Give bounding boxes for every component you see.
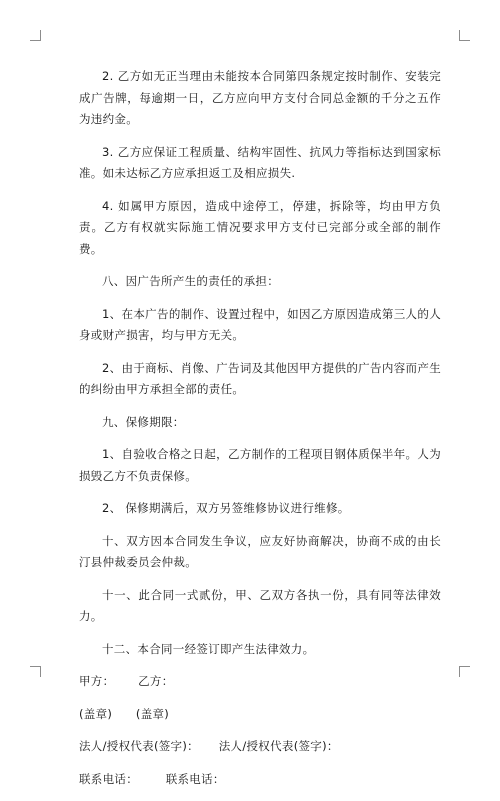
clause-quality-standard: 3. 乙方应保证工程质量、结构牢固性、抗风力等指标达到国家标准。如未达标乙方应承担返工及相应损失. xyxy=(79,144,441,180)
signature-parties: 甲方： 乙方： xyxy=(79,674,174,688)
crop-mark-top-right xyxy=(459,30,470,41)
section-heading-liability: 八、因广告所产生的责任的承担： xyxy=(102,274,279,288)
section-heading-warranty: 九、保修期限： xyxy=(102,414,185,429)
clause-delay-penalty: 2. 乙方如无正当理由未能按本合同第四条规定按时制作、安装完成广告牌，每逾期一日，乙方应向甲方支付合同总金额的千分之五作为违约金。 xyxy=(79,69,441,126)
clause-party-a-stoppage: 4. 如属甲方原因，造成中途停工，停建，拆除等，均由甲方负责。乙方有权就实际施工情况要求甲方支付已完部分或全部的制作费。 xyxy=(79,198,441,256)
section-effectiveness: 十二、本合同一经签订即产生法律效力。 xyxy=(102,641,315,656)
crop-mark-bottom-left xyxy=(30,666,41,677)
signature-representatives: 法人/授权代表(签字)： 法人/授权代表(签字)： xyxy=(79,739,339,753)
clause-content-disputes: 2、由于商标、肖像、广告词及其他因甲方提供的广告内容而产生的纠纷由甲方承担全部的责任。 xyxy=(79,360,441,396)
signature-phones: 联系电话： 联系电话： xyxy=(79,771,225,786)
crop-mark-bottom-right xyxy=(459,666,470,677)
crop-mark-top-left xyxy=(30,30,41,41)
signature-seals: (盖章) (盖章) xyxy=(79,706,170,721)
clause-post-warranty: 2、 保修期满后，双方另签维修协议进行维修。 xyxy=(102,501,350,515)
clause-third-party-damage: 1、在本广告的制作、设置过程中，如因乙方原因造成第三人的人身或财产损害，均与甲方无关。 xyxy=(79,306,441,342)
signature-block xyxy=(79,671,441,790)
section-copies: 十一、此合同一式贰份，甲、乙双方各执一份，具有同等法律效力。 xyxy=(79,587,441,623)
section-dispute-resolution: 十、双方因本合同发生争议，应友好协商解决，协商不成的由长汀县仲裁委员会仲裁。 xyxy=(79,533,441,569)
document-body xyxy=(79,66,441,801)
clause-warranty-period: 1、自验收合格之日起，乙方制作的工程项目钢体质保半年。人为损毁乙方不负责保修。 xyxy=(79,447,441,483)
